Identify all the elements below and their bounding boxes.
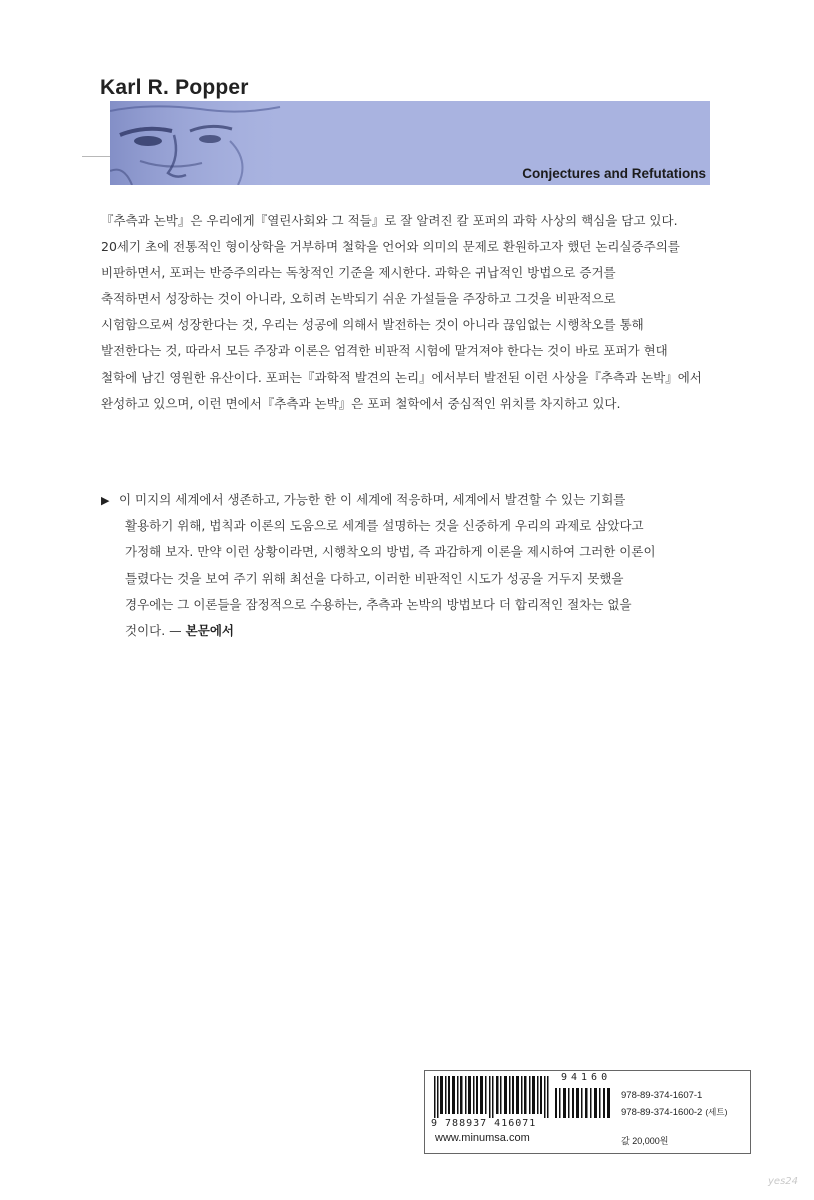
book-subtitle: Conjectures and Refutations <box>522 166 706 181</box>
description-line: 비판하면서, 포퍼는 반증주의라는 독창적인 기준을 제시한다. 과학은 귀납적인 방법으로 증거를 <box>101 265 616 281</box>
title-banner <box>110 101 710 185</box>
quote-block <box>101 487 741 644</box>
description-line: 완성하고 있으며, 이런 면에서『추측과 논박』은 포퍼 철학에서 중심적인 위치를 차지하고 있다. <box>101 395 621 411</box>
quote-line: 활용하기 위해, 법칙과 이론의 도움으로 세계를 설명하는 것을 신중하게 우리의 과제로 삼았다고 <box>125 518 644 534</box>
barcode-box <box>424 1070 751 1154</box>
author-name: Karl R. Popper <box>100 76 249 99</box>
quote-line: 것이다. — <box>125 622 182 638</box>
addon-barcode <box>555 1088 611 1118</box>
header-rule <box>82 156 110 157</box>
isbn-barcode <box>434 1076 550 1118</box>
quote-line: 이 미지의 세계에서 생존하고, 가능한 한 이 세계에 적응하며, 세계에서 발견할 수 있는 기회를 <box>119 492 626 507</box>
isbn-set-number: 978-89-374-1600-2 <box>621 1107 703 1118</box>
quote-line: 가정해 보자. 만약 이런 상황이라면, 시행착오의 방법, 즉 과감하게 이론을 제시하여 그러한 이론이 <box>125 544 656 560</box>
description-line: 20세기 초에 전통적인 형이상학을 거부하며 철학을 언어와 의미의 문제로 환원하고자 했던 논리실증주의를 <box>101 239 680 255</box>
publisher-website: www.minumsa.com <box>435 1132 530 1144</box>
quote-line: 경우에는 그 이론들을 잠정적으로 수용하는, 추측과 논박의 방법보다 더 합리적인 절차는 없을 <box>125 596 632 612</box>
description-line: 발전한다는 것, 따라서 모든 주장과 이론은 엄격한 비판적 시험에 맡겨져야 한다는 것이 바로 포퍼가 현대 <box>101 343 668 359</box>
isbn-set-note: (세트) <box>705 1107 728 1117</box>
description-paragraph <box>101 208 731 417</box>
quote-source: 본문에서 <box>185 622 234 638</box>
portrait-image <box>110 101 350 185</box>
watermark-logo: yes24 <box>768 1176 799 1187</box>
price-label: 값 20,000원 <box>621 1136 669 1146</box>
triangle-marker-icon: ▶ <box>101 494 110 507</box>
isbn-number: 978-89-374-1607-1 <box>621 1090 703 1101</box>
description-line: 축적하면서 성장하는 것이 아니라, 오히려 논박되기 쉬운 가설들을 주장하고 그것을 비판적으로 <box>101 291 616 307</box>
description-line: 『추측과 논박』은 우리에게『열린사회와 그 적들』로 잘 알려진 칼 포퍼의 과학 사상의 핵심을 담고 있다. <box>101 213 678 228</box>
description-line: 철학에 남긴 영원한 유산이다. 포퍼는『과학적 발견의 논리』에서부터 발전된 이런 사상을『추측과 논박』에서 <box>101 369 702 385</box>
description-line: 시험함으로써 성장한다는 것, 우리는 성공에 의해서 발전하는 것이 아니라 끊임없는 시행착오를 통해 <box>101 317 644 333</box>
addon-digits: 94160 <box>561 1072 612 1083</box>
quote-line: 틀렸다는 것을 보여 주기 위해 최선을 다하고, 이러한 비판적인 시도가 성공을 거두지 못했을 <box>125 570 624 586</box>
barcode-digits: 9 788937 416071 <box>431 1118 537 1129</box>
